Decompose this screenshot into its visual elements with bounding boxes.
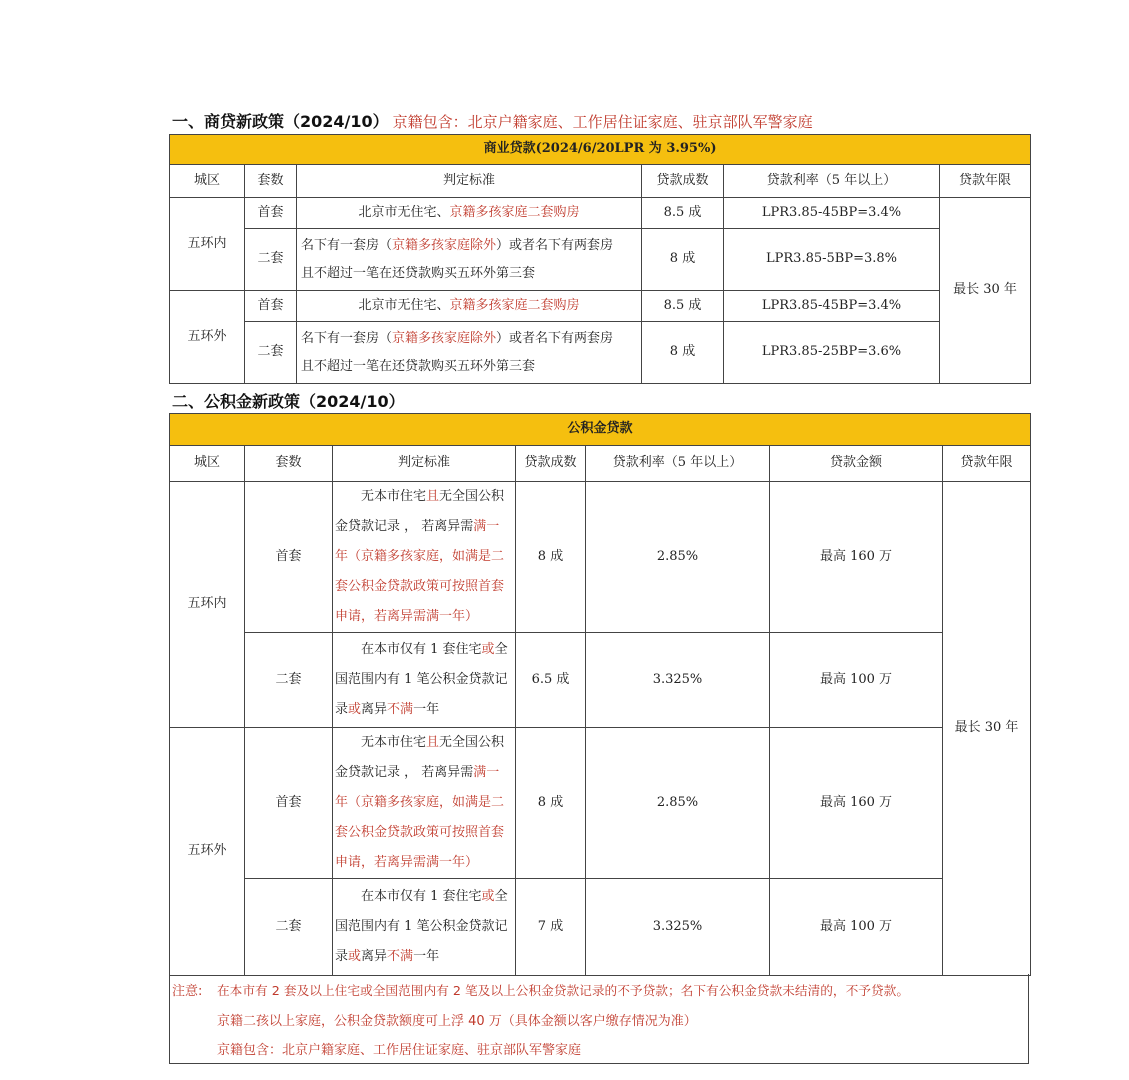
notes-label: 注意: [172,984,203,999]
section2-heading [172,389,405,412]
type-cell: 首套 [245,728,333,879]
type-cell: 二套 [245,633,333,728]
type-cell: 首套 [245,482,333,633]
notes-line-3: 京籍包含：北京户籍家庭、工作居住证家庭、驻京部队军警家庭 [217,1043,582,1058]
table-row [170,482,1031,633]
district-cell: 五环内 [170,482,245,728]
criteria-cell: 北京市无住宅、京籍多孩家庭二套购房 [297,198,642,229]
col-header-ratio: 贷款成数 [516,446,586,482]
commercial-loan-table [169,134,1031,384]
ratio-cell: 7 成 [516,879,586,976]
criteria-cell: 名下有一套房（京籍多孩家庭除外）或者名下有两套房 且不超过一笔在还贷款购买五环外第三套 [297,322,642,384]
table-row [170,229,1031,291]
amount-cell: 最高 100 万 [770,633,943,728]
district-cell: 五环外 [170,728,245,976]
ratio-cell: 8 成 [642,322,724,384]
ratio-cell: 8 成 [516,728,586,879]
ratio-cell: 6.5 成 [516,633,586,728]
criteria-cell: 北京市无住宅、京籍多孩家庭二套购房 [297,291,642,322]
amount-cell: 最高 160 万 [770,728,943,879]
rate-cell: 2.85% [586,728,770,879]
col-header-district: 城区 [170,165,245,198]
amount-cell: 最高 160 万 [770,482,943,633]
term-cell: 最长 30 年 [943,482,1031,976]
rate-cell: LPR3.85-25BP=3.6% [724,322,940,384]
col-header-district: 城区 [170,446,245,482]
notes-line-1: 在本市有 2 套及以上住宅或全国范围内有 2 笔及以上公积金贷款记录的不予贷款；名下有公积金贷款未结清的，不予贷款。 [217,983,910,998]
section1-heading [172,109,813,132]
col-header-criteria: 判定标准 [297,165,642,198]
col-header-term: 贷款年限 [940,165,1031,198]
table-row [170,879,1031,976]
rate-cell: LPR3.85-5BP=3.8% [724,229,940,291]
criteria-cell: 名下有一套房（京籍多孩家庭除外）或者名下有两套房 且不超过一笔在还贷款购买五环外第三套 [297,229,642,291]
criteria-cell: 在本市仅有 1 套住宅或全国范围内有 1 笔公积金贷款记录或离异不满一年 [333,633,516,728]
rate-cell: LPR3.85-45BP=3.4% [724,291,940,322]
section1-note: 京籍包含：北京户籍家庭、工作居住证家庭、驻京部队军警家庭 [392,113,813,131]
ratio-cell: 8 成 [642,229,724,291]
table-row [170,633,1031,728]
amount-cell: 最高 100 万 [770,879,943,976]
col-header-criteria: 判定标准 [333,446,516,482]
col-header-type: 套数 [245,446,333,482]
rate-cell: 3.325% [586,879,770,976]
col-header-ratio: 贷款成数 [642,165,724,198]
ratio-cell: 8.5 成 [642,291,724,322]
notes-box [169,974,1029,1064]
table-row [170,198,1031,229]
type-cell: 二套 [245,322,297,384]
district-cell: 五环外 [170,291,245,384]
ratio-cell: 8.5 成 [642,198,724,229]
criteria-cell: 在本市仅有 1 套住宅或全国范围内有 1 笔公积金贷款记录或离异不满一年 [333,879,516,976]
term-cell: 最长 30 年 [940,198,1031,384]
rate-cell: 2.85% [586,482,770,633]
criteria-cell: 无本市住宅且无全国公积金贷款记录 ， 若离异需满一年（京籍多孩家庭，如满是二套公积金贷款政策可按照首套申请，若离异需满一年） [333,728,516,879]
rate-cell: 3.325% [586,633,770,728]
table-row [170,291,1031,322]
col-header-rate: 贷款利率（5 年以上） [724,165,940,198]
col-header-rate: 贷款利率（5 年以上） [586,446,770,482]
type-cell: 首套 [245,198,297,229]
type-cell: 二套 [245,229,297,291]
table-row [170,322,1031,384]
table-row [170,728,1031,879]
col-header-term: 贷款年限 [943,446,1031,482]
type-cell: 首套 [245,291,297,322]
ratio-cell: 8 成 [516,482,586,633]
rate-cell: LPR3.85-45BP=3.4% [724,198,940,229]
col-header-type: 套数 [245,165,297,198]
district-cell: 五环内 [170,198,245,291]
provident-fund-table [169,413,1031,976]
col-header-amount: 贷款金额 [770,446,943,482]
section2-title: 二、公积金新政策（2024/10） [172,392,405,411]
type-cell: 二套 [245,879,333,976]
section1-title: 一、商贷新政策（2024/10） [172,112,389,131]
notes-line-2: 京籍二孩以上家庭，公积金贷款额度可上浮 40 万（具体金额以客户缴存情况为准） [217,1014,697,1029]
provident-fund-banner: 公积金贷款 [170,414,1031,446]
commercial-loan-banner: 商业贷款(2024/6/20LPR 为 3.95%) [170,135,1031,165]
criteria-cell: 无本市住宅且无全国公积金贷款记录 ， 若离异需满一年（京籍多孩家庭，如满是二套公积金贷款政策可按照首套申请，若离异需满一年） [333,482,516,633]
